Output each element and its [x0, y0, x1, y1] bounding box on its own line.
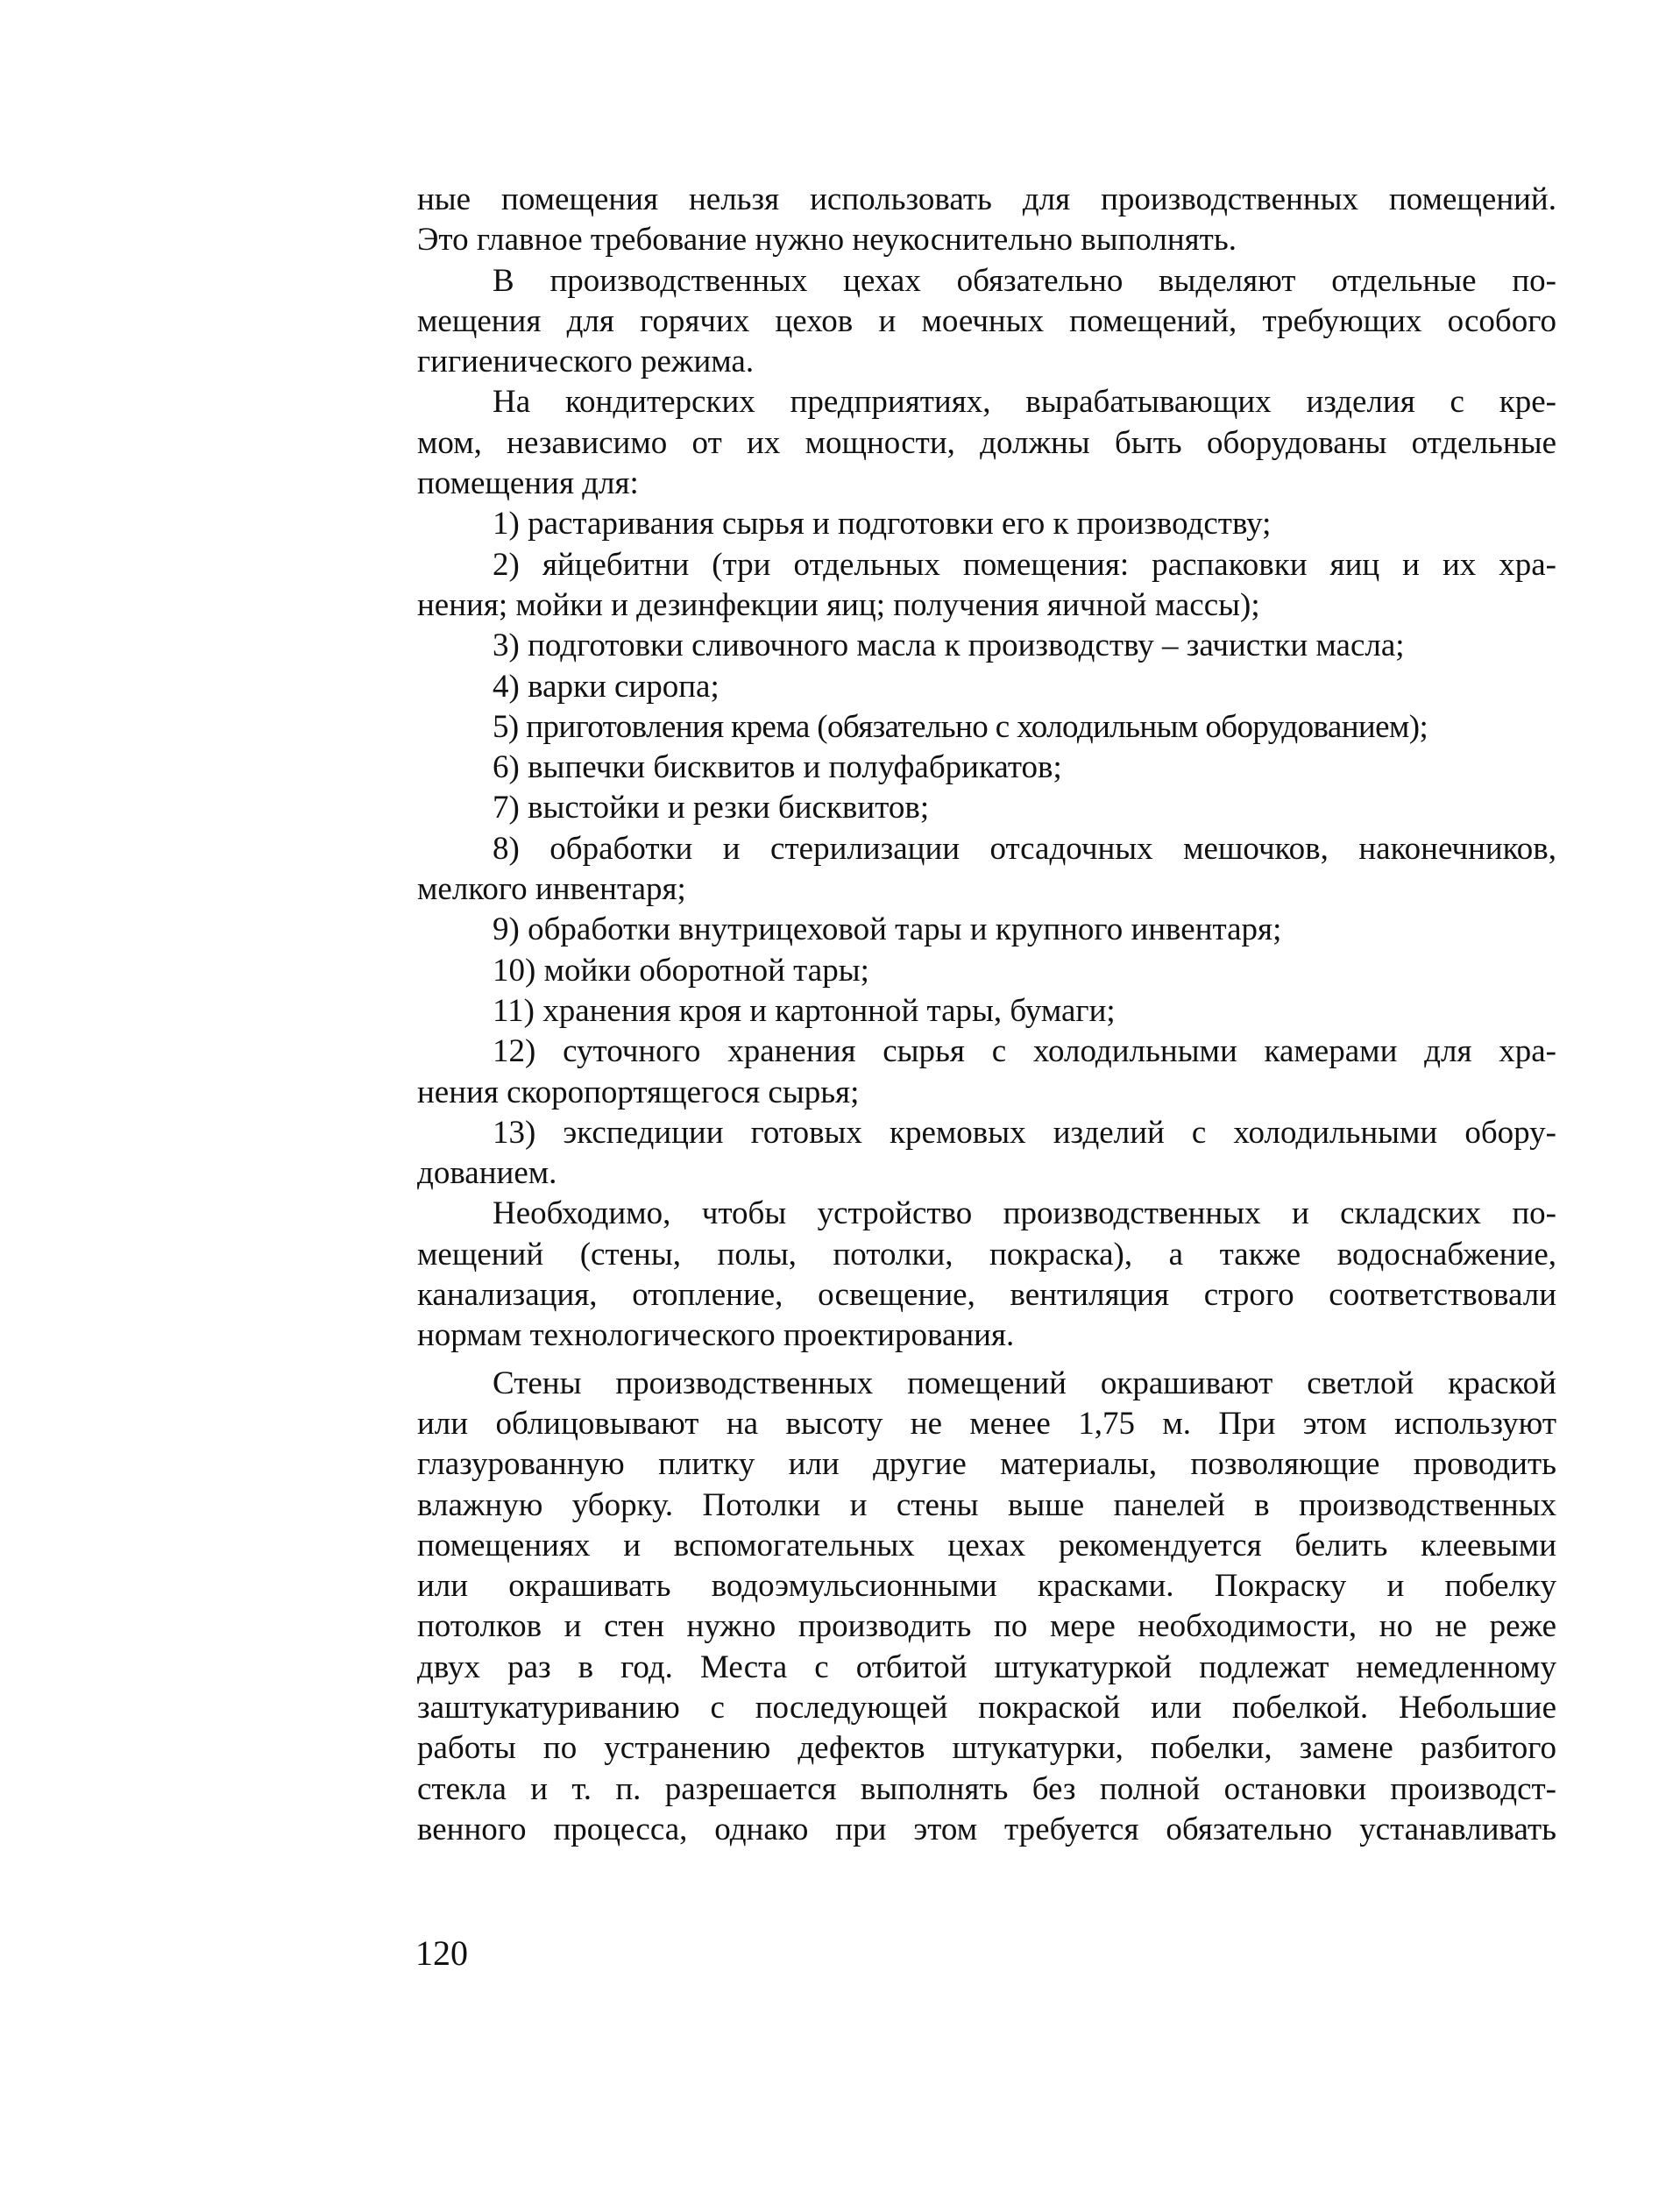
text-line: мещений (стены, полы, потолки, покраска), а также водоснабжение,	[417, 1236, 1556, 1273]
text-line: работы по устранению дефектов штукатурки, побелки, замене разбитого	[417, 1730, 1556, 1767]
list-item-continuation: нения скоропортящегося сырья;	[417, 1074, 860, 1110]
list-item: 2) яйцебитни (три отдельных помещения: распаковки яиц и их хра-	[493, 546, 1556, 583]
text-line: или облицовывают на высоту не менее 1,75 м. При этом используют	[417, 1405, 1556, 1442]
list-item: 6) выпечки бисквитов и полуфабрикатов;	[493, 749, 1062, 786]
list-item: 11) хранения кроя и картонной тары, бумаги;	[493, 992, 1116, 1029]
list-item-continuation: нения; мойки и дезинфекции яиц; получения яичной массы);	[417, 586, 1260, 623]
text-line: нормам технологического проектирования.	[417, 1317, 1015, 1354]
text-line: помещения для:	[417, 465, 639, 502]
text-line: двух раз в год. Места с отбитой штукатуркой подлежат немедленному	[417, 1648, 1556, 1685]
list-item: 8) обработки и стерилизации отсадочных мешочков, наконечников,	[493, 830, 1556, 867]
list-item: 12) суточного хранения сырья с холодильными камерами для хра-	[493, 1033, 1556, 1070]
paragraph-start-line: В производственных цехах обязательно выделяют отдельные по-	[493, 262, 1556, 299]
list-item: 4) варки сиропа;	[493, 668, 719, 705]
text-line: помещениях и вспомогательных цехах рекомендуется белить клеевыми	[417, 1527, 1556, 1563]
text-line: стекла и т. п. разрешается выполнять без полной остановки производст-	[417, 1770, 1556, 1807]
text-line: ные помещения нельзя использовать для производственных помещений.	[417, 181, 1556, 217]
list-item: 5) приготовления крема (обязательно с холодильным оборудованием);	[493, 708, 1428, 745]
text-line: или окрашивать водоэмульсионными красками. Покраску и побелку	[417, 1568, 1556, 1605]
list-item-continuation: мелкого инвентаря;	[417, 871, 686, 908]
text-line: мом, независимо от их мощности, должны быть оборудованы отдельные	[417, 424, 1556, 461]
paragraph-start-line: На кондитерских предприятиях, вырабатывающих изделия с кре-	[493, 384, 1556, 421]
list-item: 7) выстойки и резки бисквитов;	[493, 790, 930, 826]
text-line: Это главное требование нужно неукоснительно выполнять.	[417, 222, 1237, 259]
text-line: канализация, отопление, освещение, вентиляция строго соответствовали	[417, 1277, 1556, 1314]
list-item-continuation: дованием.	[417, 1155, 557, 1192]
list-item: 3) подготовки сливочного масла к производству – зачистки масла;	[493, 627, 1405, 664]
text-line: заштукатуриванию с последующей покраской или побелкой. Небольшие	[417, 1689, 1556, 1726]
list-item: 13) экспедиции готовых кремовых изделий с холодильными обору-	[493, 1114, 1556, 1151]
paragraph-start-line: Стены производственных помещений окрашивают светлой краской	[493, 1365, 1556, 1401]
text-line: гигиенического режима.	[417, 344, 755, 380]
paragraph-start-line: Необходимо, чтобы устройство производственных и складских по-	[493, 1195, 1556, 1232]
text-line: влажную уборку. Потолки и стены выше панелей в производственных	[417, 1486, 1556, 1523]
text-line: мещения для горячих цехов и моечных помещений, требующих особого	[417, 302, 1556, 339]
list-item: 9) обработки внутрицеховой тары и крупного инвентаря;	[493, 911, 1282, 948]
page-number: 120	[415, 1933, 468, 1973]
page-body-text	[417, 180, 1556, 1850]
text-line: глазурованную плитку или другие материалы, позволяющие проводить	[417, 1446, 1556, 1483]
list-item: 10) мойки оборотной тары;	[493, 952, 869, 989]
text-line: потолков и стен нужно производить по мере необходимости, но не реже	[417, 1608, 1556, 1645]
list-item: 1) растаривания сырья и подготовки его к производству;	[493, 506, 1272, 542]
text-line: венного процесса, однако при этом требуется обязательно устанавливать	[417, 1811, 1556, 1847]
